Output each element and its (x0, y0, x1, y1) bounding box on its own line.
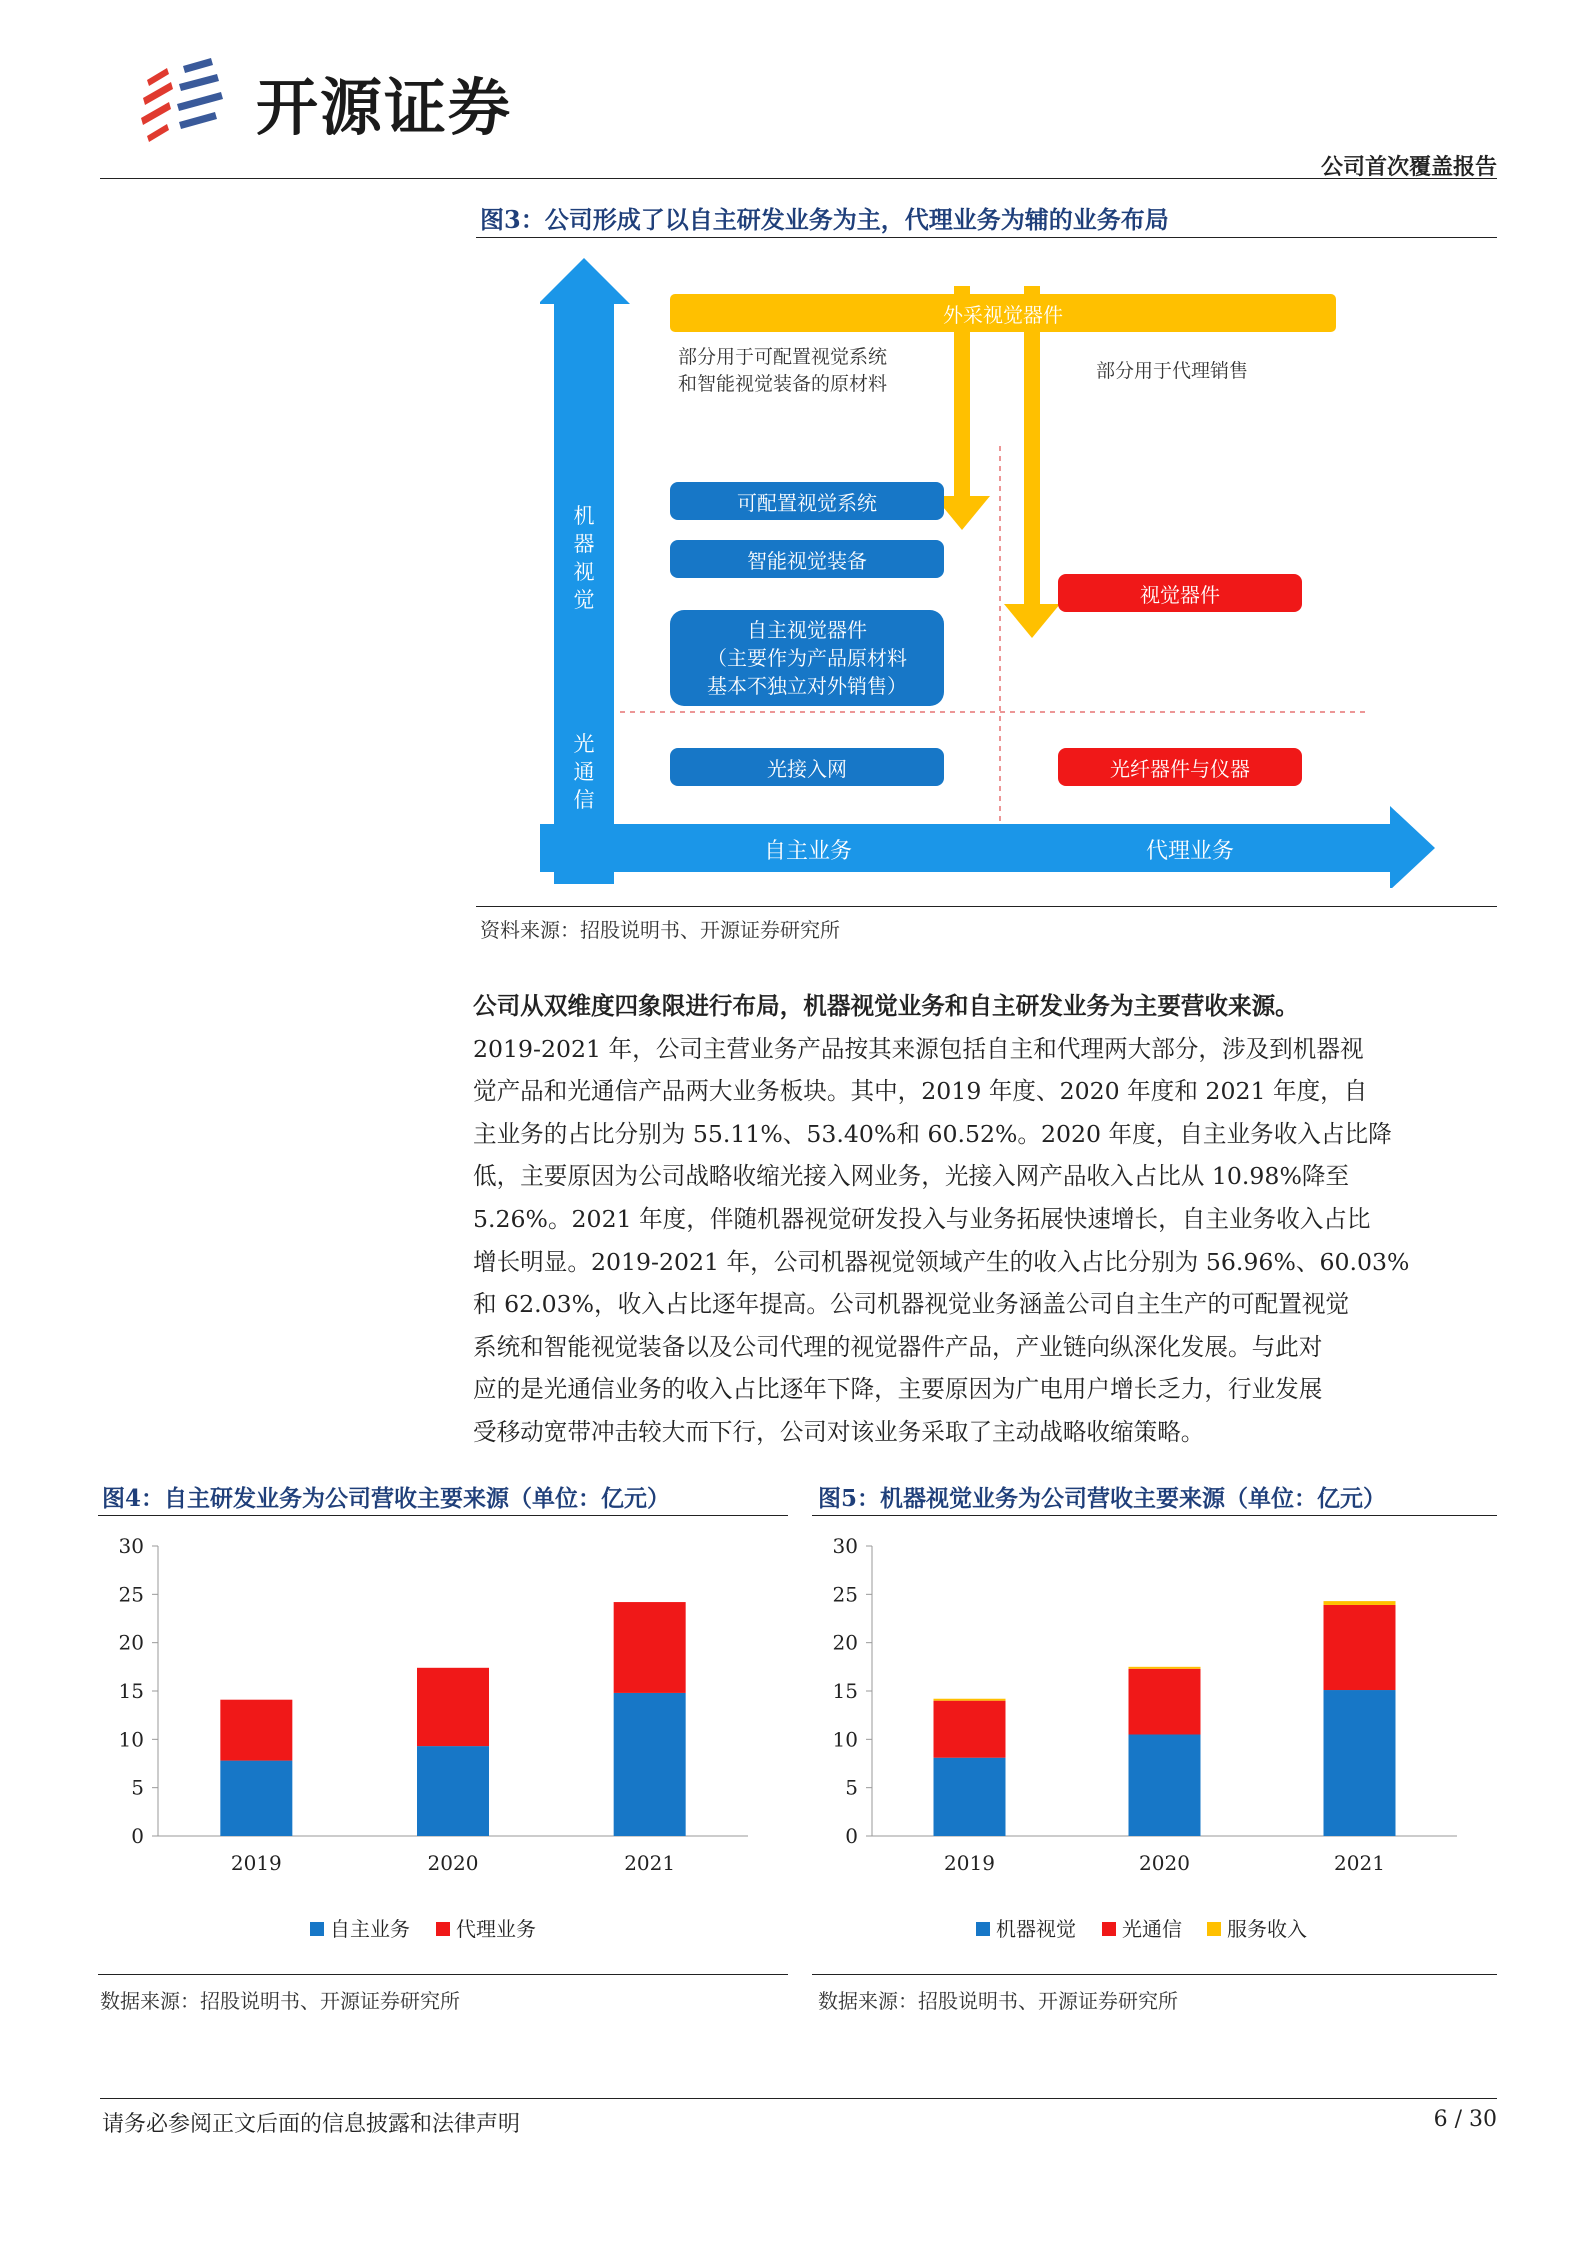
bar-2020-自主业务 (417, 1746, 489, 1836)
box-optical-access-network: 光接入网 (670, 748, 944, 786)
body-line: 主业务的占比分别为 55.11%、53.40%和 60.52%。2020 年度，自主业务收入占比降 (473, 1119, 1392, 1148)
bar-2021-代理业务 (614, 1602, 686, 1693)
body-line: 应的是光通信业务的收入占比逐年下降，主要原因为广电用户增长乏力，行业发展 (473, 1375, 1323, 1404)
legend-label: 光通信 (1122, 1917, 1182, 1941)
footer-rule (100, 2098, 1497, 2099)
figure5-title: 图5：机器视觉业务为公司营收主要来源（单位：亿元） (818, 1485, 1387, 1512)
bar-2021-光通信 (1324, 1605, 1396, 1690)
figure3-diagram (540, 258, 1440, 888)
legend-label: 自主业务 (330, 1917, 410, 1941)
figure4-chart (98, 1520, 788, 1960)
y-tick-label: 10 (118, 1727, 144, 1752)
y-tick-label: 30 (832, 1534, 858, 1558)
figure3-title: 图3：公司形成了以自主研发业务为主，代理业务为辅的业务布局 (480, 205, 1169, 234)
note-right: 部分用于代理销售 (1096, 360, 1249, 382)
x-label-own-business: 自主业务 (764, 839, 853, 864)
legend-label: 代理业务 (456, 1917, 536, 1941)
y-tick-label: 0 (131, 1824, 144, 1848)
legend-swatch (1207, 1922, 1221, 1936)
y-tick-label: 25 (118, 1582, 144, 1607)
page-number: 6 / 30 (1433, 2107, 1497, 2132)
body-line: 2019-2021 年，公司主营业务产品按其来源包括自主和代理两大部分，涉及到机器视 (473, 1034, 1364, 1063)
figure4-source: 数据来源：招股说明书、开源证券研究所 (100, 1989, 460, 2013)
body-line: 觉产品和光通信产品两大业务板块。其中，2019 年度、2020 年度和 2021 年度，自 (473, 1077, 1368, 1106)
y-tick-label: 20 (832, 1630, 858, 1655)
box-fiber-devices-instruments: 光纤器件与仪器 (1058, 748, 1302, 786)
brand-logo-mark (133, 58, 233, 142)
body-paragraph (473, 985, 1497, 1454)
report-type: 公司首次覆盖报告 (1320, 154, 1497, 180)
figure4-source-rule (98, 1974, 788, 1975)
body-text (473, 1028, 1497, 1454)
footer-disclaimer: 请务必参阅正文后面的信息披露和法律声明 (102, 2112, 521, 2137)
body-line: 受移动宽带冲击较大而下行，公司对该业务采取了主动战略收缩策略。 (473, 1417, 1205, 1446)
y-tick-label: 25 (832, 1582, 858, 1607)
y-label-optical-comm: 光 通 信 (573, 732, 595, 812)
body-line: 增长明显。2019-2021 年，公司机器视觉领域产生的收入占比分别为 56.96%、60.03% (473, 1247, 1410, 1276)
bar-2019-自主业务 (220, 1761, 292, 1836)
body-line: 系统和智能视觉装备以及公司代理的视觉器件产品，产业链向纵深化发展。与此对 (473, 1332, 1323, 1361)
bar-2020-服务收入 (1129, 1667, 1201, 1669)
x-tick-label: 2020 (427, 1851, 479, 1875)
box-configurable-vision-system: 可配置视觉系统 (670, 482, 944, 520)
bar-2020-代理业务 (417, 1668, 489, 1746)
bar-2021-自主业务 (614, 1693, 686, 1836)
legend-label: 服务收入 (1227, 1917, 1307, 1941)
bar-2019-代理业务 (220, 1700, 292, 1761)
body-line: 5.26%。2021 年度，伴随机器视觉研发投入与业务拓展快速增长，自主业务收入占比 (473, 1204, 1371, 1233)
yellow-arrow-right (1024, 286, 1040, 606)
body-line: 和 62.03%，收入占比逐年提高。公司机器视觉业务涵盖公司自主生产的可配置视觉 (473, 1290, 1350, 1319)
figure4-title: 图4：自主研发业务为公司营收主要来源（单位：亿元） (102, 1485, 671, 1512)
x-tick-label: 2021 (624, 1851, 676, 1875)
box-vision-devices: 视觉器件 (1058, 574, 1302, 612)
box-outsourced-vision-devices: 外采视觉器件 (670, 294, 1336, 332)
box-smart-vision-equipment: 智能视觉装备 (670, 540, 944, 578)
y-tick-label: 0 (845, 1824, 858, 1848)
note-left: 部分用于可配置视觉系统 和智能视觉装备的原材料 (678, 346, 888, 395)
legend-swatch (310, 1922, 324, 1936)
y-tick-label: 5 (845, 1775, 858, 1800)
bar-2019-服务收入 (934, 1699, 1006, 1701)
y-label-machine-vision: 机 器 视 觉 (573, 504, 595, 612)
bar-2021-机器视觉 (1324, 1690, 1396, 1836)
figure5-title-rule (812, 1515, 1497, 1516)
figure4-title-rule (98, 1515, 788, 1516)
figure5-source-rule (812, 1974, 1497, 1975)
legend-label: 机器视觉 (996, 1917, 1076, 1941)
x-axis-arrow (540, 806, 1435, 888)
bar-2020-光通信 (1129, 1669, 1201, 1735)
figure3-title-rule (476, 237, 1497, 238)
figure3-source-rule (476, 906, 1497, 907)
x-tick-label: 2019 (944, 1851, 995, 1875)
y-tick-label: 15 (118, 1679, 144, 1703)
y-tick-label: 5 (131, 1775, 144, 1800)
brand-name: 开源证券 (256, 71, 513, 144)
x-tick-label: 2019 (230, 1851, 282, 1875)
figure3-source: 资料来源：招股说明书、开源证券研究所 (480, 918, 840, 942)
figure5-source: 数据来源：招股说明书、开源证券研究所 (818, 1989, 1178, 2013)
y-tick-label: 20 (118, 1630, 144, 1655)
header-rule (100, 178, 1497, 179)
body-line: 低，主要原因为公司战略收缩光接入网业务，光接入网产品收入占比从 10.98%降至 (473, 1162, 1350, 1191)
figure5-chart (812, 1520, 1497, 1960)
x-label-agency-business: 代理业务 (1146, 839, 1235, 864)
x-tick-label: 2021 (1334, 1851, 1385, 1875)
legend-swatch (976, 1922, 990, 1936)
box-own-vision-devices: 自主视觉器件 （主要作为产品原材料 基本不独立对外销售） (670, 610, 944, 706)
bar-2019-机器视觉 (934, 1758, 1006, 1836)
bar-2021-服务收入 (1324, 1601, 1396, 1605)
legend-swatch (1102, 1922, 1116, 1936)
bar-2019-光通信 (934, 1701, 1006, 1758)
x-tick-label: 2020 (1139, 1851, 1190, 1875)
y-tick-label: 30 (118, 1534, 144, 1558)
legend-swatch (436, 1922, 450, 1936)
y-tick-label: 15 (832, 1679, 858, 1703)
body-lead: 公司从双维度四象限进行布局，机器视觉业务和自主研发业务为主要营收来源。 (473, 992, 1299, 1020)
y-tick-label: 10 (832, 1727, 858, 1752)
bar-2020-机器视觉 (1129, 1735, 1201, 1837)
